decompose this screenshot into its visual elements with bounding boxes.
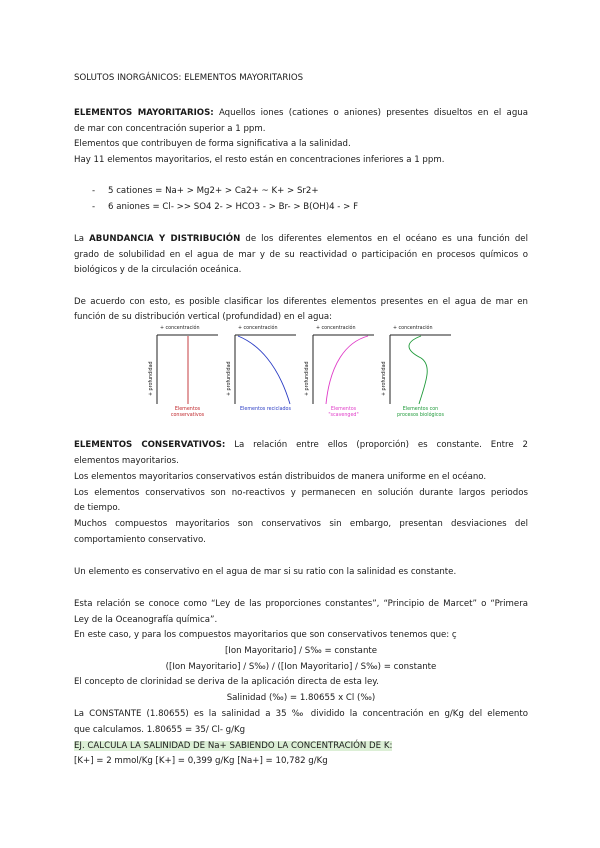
- graph-x-label: + concentración: [160, 326, 200, 331]
- anions-item: 6 aniones = Cl- >> SO4 2- > HCO3 - > Br- > B(OH)4 - > F: [108, 202, 359, 212]
- marcet-line-4: El concepto de clorinidad se deriva de la aplicación directa de esta ley.: [74, 677, 379, 687]
- conservative-line-2: elementos mayoritarios.: [74, 456, 179, 466]
- abundance-text: de los diferentes elementos en el océano es una función del: [245, 234, 528, 244]
- conservative-term: ELEMENTOS CONSERVATIVOS:: [74, 440, 226, 450]
- graph-scavenged: [306, 326, 376, 426]
- definition-line-4: Hay 11 elementos mayoritarios, el resto están en concentraciones inferiores a 1 ppm.: [74, 155, 445, 165]
- marcet-line-1: Esta relación se conoce como “Ley de las proporciones constantes”, “Principio de Marcet” o “Primera: [74, 599, 528, 609]
- equation-3: Salinidad (‰) = 1.80655 x Cl (‰): [226, 693, 376, 703]
- graph-x-label: + concentración: [238, 326, 278, 331]
- graph-caption: Elementos "scavenged": [328, 407, 359, 418]
- equation-1: [Ion Mayoritario] / S‰ = constante: [224, 646, 378, 656]
- bullet-marker: -: [92, 202, 96, 212]
- marcet-line-3: En este caso, y para los compuestos mayoritarios que son conservativos tenemos que: ç: [74, 630, 457, 640]
- abundance-line-2: grado de solubilidad en el agua de mar y de su reactividad o participación en procesos químicos o: [74, 250, 528, 260]
- conservative-line-6: Muchos compuestos mayoritarios son conservativos sin embargo, presentan desviaciones del: [74, 519, 528, 529]
- graph-caption: Elementos con procesos biológicos: [397, 407, 444, 418]
- graph-plot: [228, 334, 298, 414]
- classify-line-2: función de su distribución vertical (profundidad) en el agua:: [74, 312, 333, 322]
- graph-x-label: + concentración: [316, 326, 356, 331]
- marcet-line-2: Ley de la Oceanografía química”.: [74, 615, 218, 625]
- marcet-line-5: La CONSTANTE (1.80655) es la salinidad a 35 ‰ dividido la concentración en g/Kg del elemento: [74, 709, 528, 719]
- conservative-text: La relación entre ellos (proporción) es constante. Entre 2: [234, 440, 528, 450]
- abundance-line-3: biológicos y de la circulación oceánica.: [74, 265, 242, 275]
- graph-curve: [326, 336, 368, 404]
- definition-text: Aquellos iones (cationes o aniones) presentes disueltos en el agua: [218, 108, 528, 118]
- abundance-line-1: [74, 233, 528, 245]
- graph-curve: [409, 336, 427, 404]
- graph-curve: [238, 336, 290, 404]
- conservative-line-3: Los elementos mayoritarios conservativos están distribuidos de manera uniforme en el océano.: [74, 472, 487, 482]
- graph-x-label: + concentración: [393, 326, 433, 331]
- graph-y-label: + profundidad: [382, 361, 387, 396]
- conservative-line-4: Los elementos conservativos son no-reactivos y permanecen en solución durante largos periodos: [74, 488, 528, 498]
- abundance-term: ABUNDANCIA Y DISTRIBUCIÓN: [89, 234, 241, 244]
- graph-biological: [383, 326, 453, 426]
- graph-y-label: + profundidad: [227, 361, 232, 396]
- abundance-lead: La: [74, 234, 85, 244]
- exercise-highlight: EJ. CALCULA LA SALINIDAD DE Na+ SABIENDO LA CONCENTRACIÓN DE K:: [74, 741, 393, 751]
- definition-line-3: Elementos que contribuyen de forma significativa a la salinidad.: [74, 139, 351, 149]
- exercise-answer: [K+] = 2 mmol/Kg [K+] = 0,399 g/Kg [Na+] = 10,782 g/Kg: [74, 756, 328, 766]
- cations-item: 5 cationes = Na+ > Mg2+ > Ca2+ ~ K+ > Sr2+: [108, 186, 319, 196]
- definition-line-2: de mar con concentración superior a 1 ppm.: [74, 124, 266, 134]
- graph-y-label: + profundidad: [149, 361, 154, 396]
- graph-caption: Elementos conservativos: [170, 407, 205, 418]
- marcet-line-6: que calculamos. 1.80655 = 35/ Cl- g/Kg: [74, 725, 246, 735]
- conservative-line-5: de tiempo.: [74, 503, 121, 513]
- classify-line-1: De acuerdo con esto, es posible clasificar los diferentes elementos presentes en el agua de mar en: [74, 297, 528, 307]
- graph-plot: [150, 334, 220, 414]
- conservative-line-1: [74, 439, 528, 451]
- equation-2: ([Ion Mayoritario] / S‰) / ([Ion Mayoritario] / S‰) = constante: [165, 662, 437, 672]
- definition-term: ELEMENTOS MAYORITARIOS:: [74, 108, 214, 118]
- conservative-line-7: comportamiento conservativo.: [74, 535, 206, 545]
- graph-y-label: + profundidad: [305, 361, 310, 396]
- exercise-title: [74, 740, 392, 752]
- page-title: SOLUTOS INORGÁNICOS: ELEMENTOS MAYORITARIOS: [74, 73, 304, 83]
- conservative-rule: Un elemento es conservativo en el agua de mar si su ratio con la salinidad es constante.: [74, 567, 457, 577]
- definition-line-1: [74, 107, 528, 119]
- graph-plot: [383, 334, 453, 414]
- graph-plot: [306, 334, 376, 414]
- bullet-marker: -: [92, 186, 96, 196]
- graph-conservative: [150, 326, 220, 426]
- graph-recycled: [228, 326, 298, 426]
- graph-caption: Elementos reciclados: [240, 407, 291, 412]
